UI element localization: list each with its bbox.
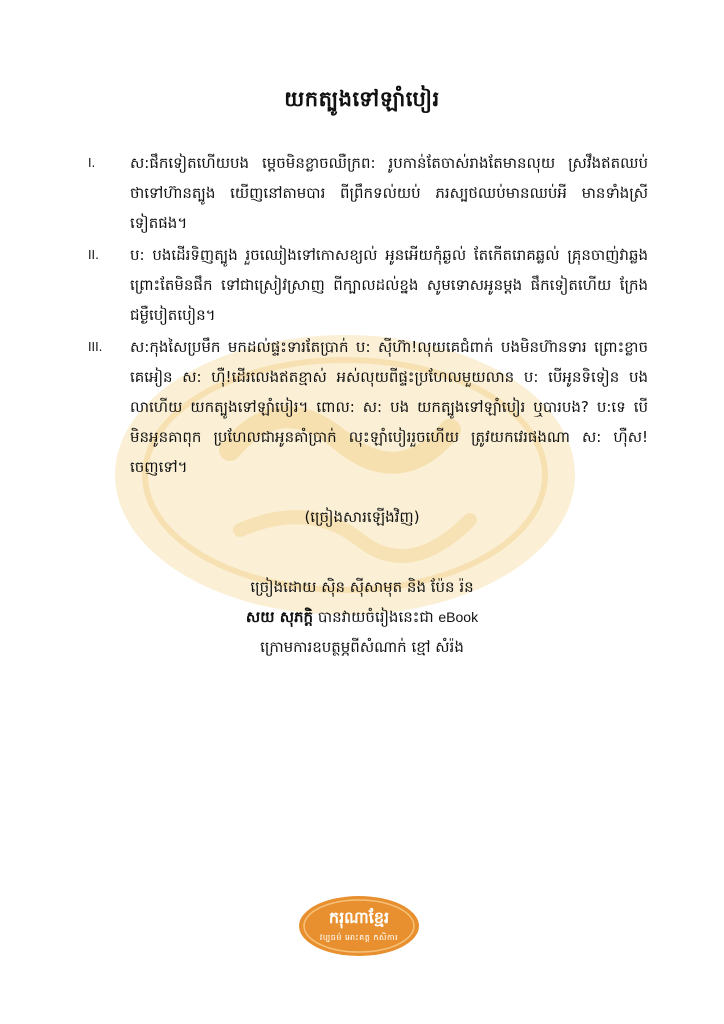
footer-logo bbox=[298, 895, 420, 957]
verse-number: I. bbox=[88, 156, 96, 170]
verse-2 bbox=[88, 240, 648, 330]
ebook-label: eBook bbox=[438, 609, 479, 625]
verse-number: II. bbox=[88, 248, 99, 262]
verse-1 bbox=[88, 148, 648, 238]
typist-name: សយ សុភក្តិ bbox=[245, 608, 314, 626]
verse-text: ប: បងដើរទិញត្បូង រួចឈៀងទៅកោសខ្យល់ អូនអើយកុំឆ្ងល់ តែកើតរោគឆ្លល់ គ្រុនចាញ់វាឆ្លង ព្រោះតែមិនផឹក ទៅជាស្រៀវស្រាញ ពីក្បាលដល់ខ្នង សូមទោសអូនម្តង ផឹកទៀតហើយ ក្រែងជម្ងឺបៀតបៀន។ bbox=[130, 246, 648, 324]
sponsor-credit: ក្រោមការឧបត្ថម្ភពីសំណាក់ ខ្មៅ សំរ៉ង bbox=[260, 638, 464, 656]
logo-sub-text: វប្បធម៌ អោះគត្ត កសិការ bbox=[319, 933, 399, 942]
verse-text: ស:កុងសៃប្រមឹក មកដល់ផ្ទះទារតែប្រាក់ ប: ស៊ីហ៊ា!លុយគេជំពាក់ បងមិនហ៊ានទារ ព្រោះខ្លាចគេអៀន ស: ហ៊ឺ!ដើរលេងឥតខ្មាស់ អស់លុយពីផ្ទះប្រហែលមួយលាន ប: បើអូនទិទៀន បងលាហើយ យកត្បូងទៅឡាំបៀរ។ ពោល: ស: បង យកត្បូងទៅឡាំបៀរ ឬបារបង? ប:ទេ បើមិនអូនគាពុក ប្រហែលជាអូនគាំប្រាក់ លុះឡាំបៀររួចហើយ ត្រូវយកវេរផងណា ស: ហ៊ឺស!ចេញទៅ។ bbox=[130, 338, 648, 476]
credits bbox=[0, 572, 724, 662]
singers-credit: ច្រៀងដោយ ស៊ិន ស៊ីសាមុត និង ប៉ែន រ៉ន bbox=[250, 578, 474, 596]
repeat-note: (ច្រៀងសារឡើងវិញ) bbox=[304, 508, 420, 526]
song-title: យកត្បូងទៅឡាំបៀរ bbox=[284, 87, 440, 111]
verse-text: ស:ផឹកទៀតហើយបង ម្តេចមិនខ្លាចឈឺក្រព: រូបកាន់តែចាស់រាងតែមានលុយ ស្រវឹងឥតឈប់ ថាទៅហ៊ានត្បូង យើញនៅតាមបារ ពីព្រឹកទល់យប់ ភរស្បថឈប់មានឈប់អី មានទាំងស្រីទៀតផង។ bbox=[130, 154, 648, 232]
logo-main-text: ករុណាខ្មែរ bbox=[328, 908, 390, 927]
verse-3 bbox=[88, 332, 648, 482]
verse-list bbox=[88, 148, 648, 484]
typist-credit bbox=[0, 602, 724, 632]
typist-action: បានវាយចំរៀងនេះជា bbox=[317, 608, 434, 626]
verse-number: III. bbox=[88, 340, 103, 354]
